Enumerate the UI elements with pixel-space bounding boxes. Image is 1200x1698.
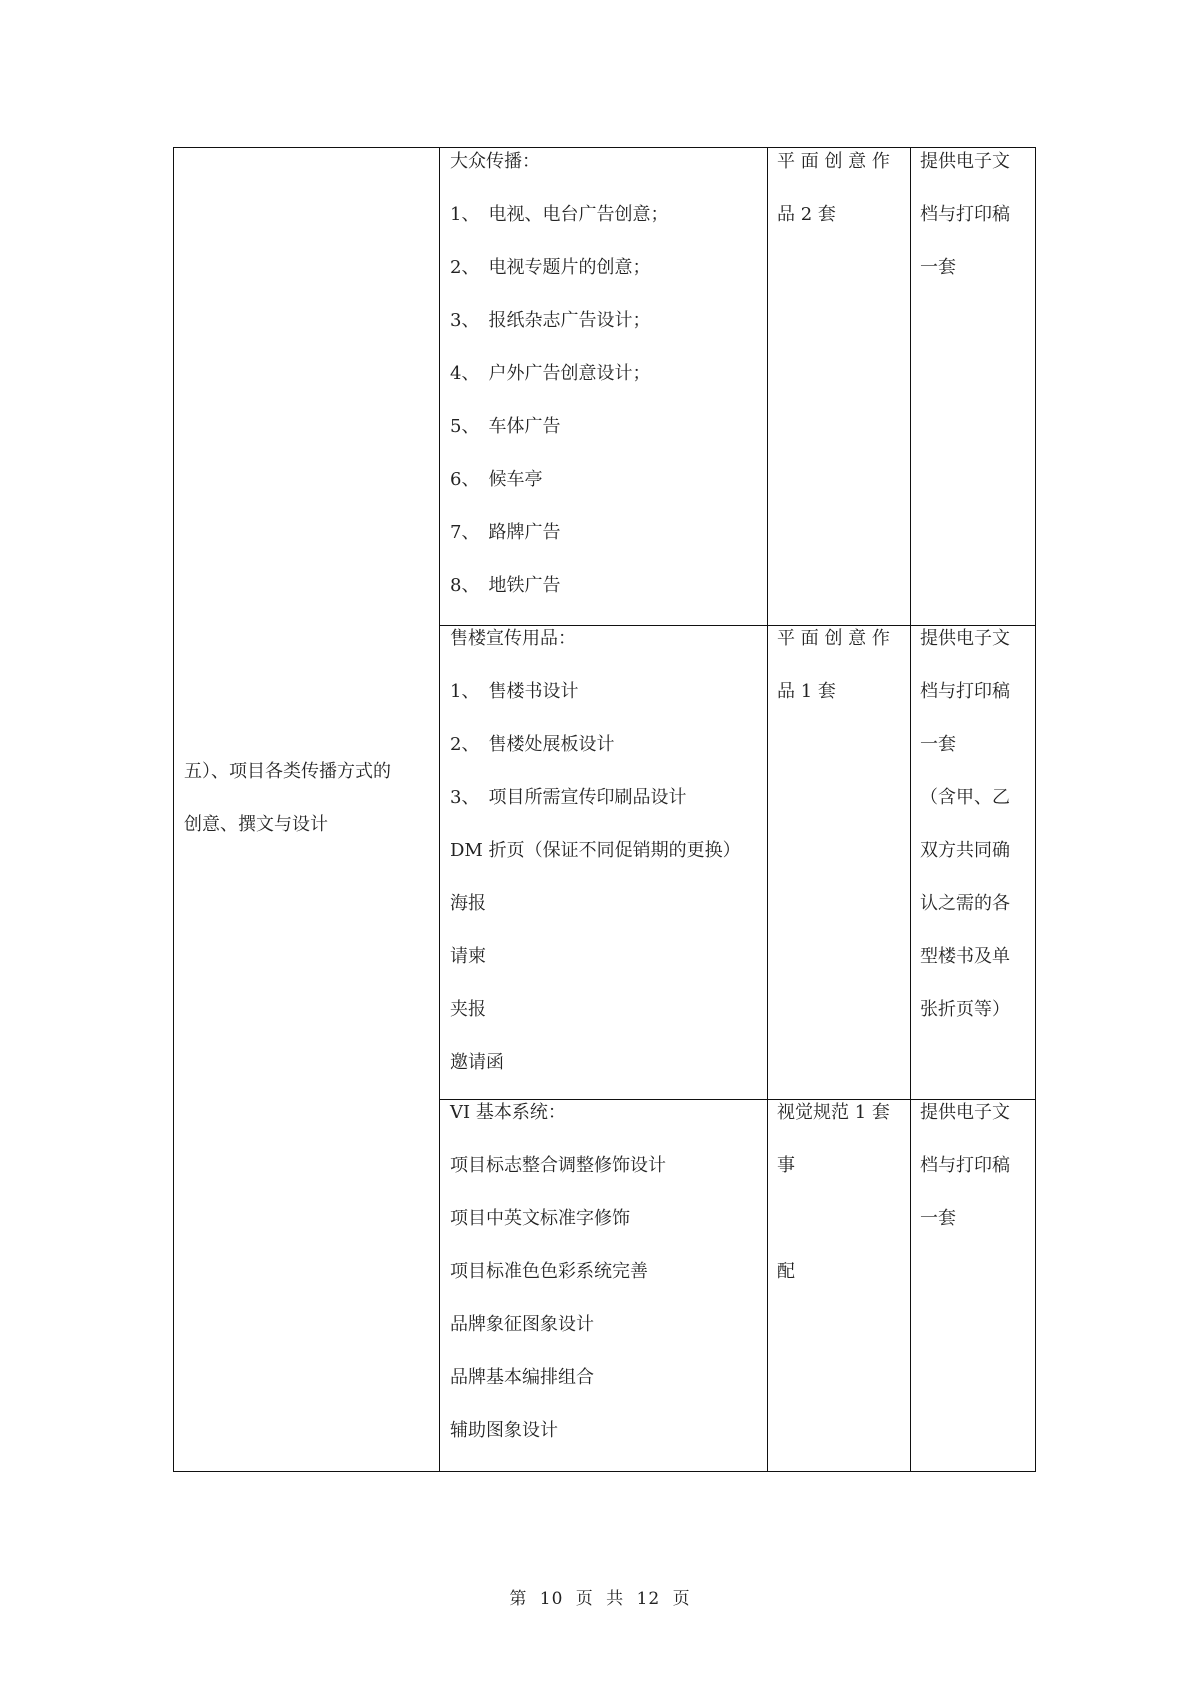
format-line: 一套 [920,1208,956,1229]
format-line: 提供电子文 [920,628,1010,649]
content-line: 邀请函 [450,1052,504,1073]
content-line: 1、 电视、电台广告创意； [450,204,669,225]
content-line: 夹报 [450,999,486,1020]
format-line: 提供电子文 [920,151,1010,172]
content-line: 4、 户外广告创意设计； [450,363,651,384]
format-line: 认之需的各 [920,893,1010,914]
content-line: 5、 车体广告 [450,416,561,437]
item-label-line: 五）、项目各类传播方式的 [184,761,391,782]
deliverable-line: 视觉规范 1 套 [777,1102,890,1123]
row-1-deliverable-cell [777,135,890,241]
format-line: 一套 [920,734,956,755]
format-line: 型楼书及单 [920,946,1010,967]
deliverable-line: 品 1 套 [777,681,836,702]
content-line: 3、 报纸杂志广告设计； [450,310,651,331]
content-line: 7、 路牌广告 [450,522,561,543]
content-line: 6、 候车亭 [450,469,543,490]
format-line: 提供电子文 [920,1102,1010,1123]
deliverable-line: 品 2 套 [777,204,836,225]
row-1-format-cell [920,135,1010,294]
row-3-content-cell [450,1086,666,1457]
content-line: 品牌象征图象设计 [450,1314,594,1335]
deliverable-line: 平 面 创 意 作 [777,628,890,649]
content-line: 大众传播： [450,151,540,172]
format-line: 档与打印稿 [920,1155,1010,1176]
content-line: 请柬 [450,946,486,967]
content-line: 品牌基本编排组合 [450,1367,594,1388]
scope-table [173,147,1036,1472]
column-divider [439,148,440,1471]
content-line: VI 基本系统： [450,1102,566,1123]
content-line: 8、 地铁广告 [450,575,561,596]
format-line: 档与打印稿 [920,681,1010,702]
column-divider [767,148,768,1471]
row-2-content-cell [450,612,741,1089]
content-line: DM 折页（保证不同促销期的更换） [450,840,741,861]
deliverable-line: 平 面 创 意 作 [777,151,890,172]
page-footer: 第 10 页 共 12 页 [509,1589,691,1609]
format-line: 张折页等） [920,999,1010,1020]
deliverable-line: 配 [777,1261,795,1282]
content-line: 海报 [450,893,486,914]
content-line: 1、 售楼书设计 [450,681,579,702]
format-line: 档与打印稿 [920,204,1010,225]
format-line: 一套 [920,257,956,278]
content-line: 辅助图象设计 [450,1420,558,1441]
row-1-content-cell [450,135,668,612]
content-line: 项目中英文标准字修饰 [450,1208,630,1229]
content-line: 2、 售楼处展板设计 [450,734,615,755]
row-2-deliverable-cell [777,612,890,718]
deliverable-line: 事 [777,1155,795,1176]
content-line: 2、 电视专题片的创意； [450,257,651,278]
content-line: 项目标准色色彩系统完善 [450,1261,648,1282]
row-3-deliverable-cell [777,1086,890,1298]
content-line: 售楼宣传用品： [450,628,576,649]
item-label-line: 创意、撰文与设计 [184,814,328,835]
deliverable-line [777,1192,890,1245]
format-line: 双方共同确 [920,840,1010,861]
item-label-cell [184,745,391,851]
content-line: 3、 项目所需宣传印刷品设计 [450,787,687,808]
row-3-format-cell [920,1086,1010,1245]
content-line: 项目标志整合调整修饰设计 [450,1155,666,1176]
column-divider [910,148,911,1471]
row-2-format-cell [920,612,1010,1036]
format-line: （含甲、乙 [920,787,1010,808]
